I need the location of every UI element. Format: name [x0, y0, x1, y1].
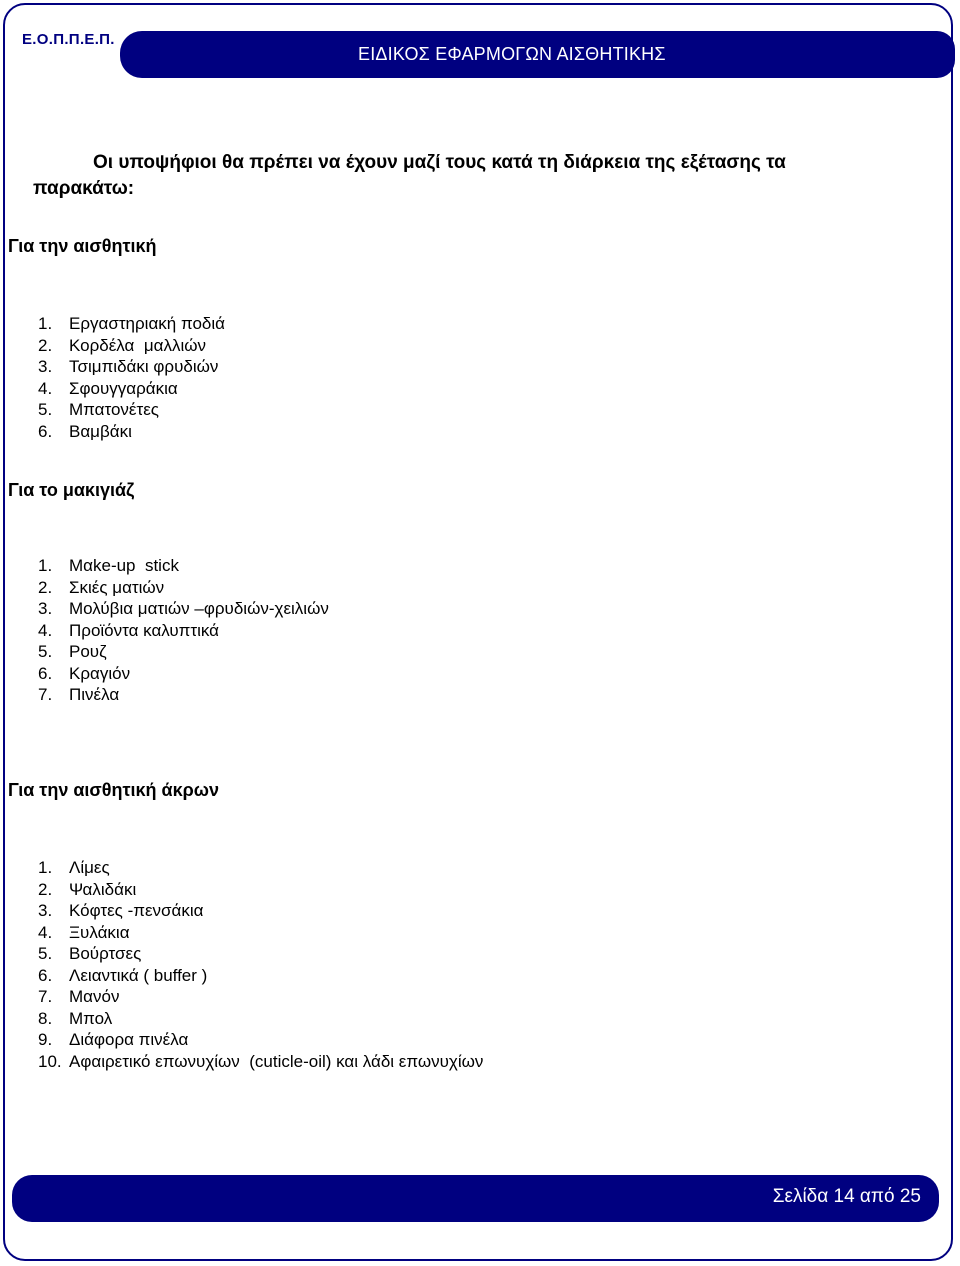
list-item: 4. Προϊόντα καλυπτικά: [38, 620, 220, 640]
header-bar: [120, 31, 955, 78]
page-number: Σελίδα 14 από 25: [772, 1186, 921, 1207]
list-item: 4. Σφουγγαράκια: [38, 378, 178, 398]
section-heading-aesthetics: Για την αισθητική: [8, 236, 157, 256]
list-item: 2. Κορδέλα μαλλιών: [38, 335, 206, 355]
list-nails: [0, 857, 483, 1072]
list-item: 2. Σκιές ματιών: [38, 577, 165, 597]
list-item: 6. Βαμβάκι: [38, 421, 132, 441]
intro-text: Οι υποψήφιοι θα πρέπει να έχουν μαζί τους κατά τη διάρκεια της εξέτασης τα παρακάτω:: [33, 152, 786, 199]
list-item: 7. Μανόν: [38, 987, 120, 1006]
list-item: 3. Μολύβια ματιών –φρυδιών-χειλιών: [38, 599, 329, 618]
list-item: 3. Τσιμπιδάκι φρυδιών: [38, 357, 219, 376]
list-makeup: [0, 555, 329, 706]
section-heading-nails: Για την αισθητική άκρων: [8, 780, 219, 800]
section-heading-makeup: Για το μακιγιάζ: [8, 480, 135, 500]
list-item: 5. Ρουζ: [38, 642, 107, 661]
header-title: ΕΙΔΙΚΟΣ ΕΦΑΡΜΟΓΩΝ ΑΙΣΘΗΤΙΚΗΣ: [358, 44, 666, 64]
list-item: 4. Ξυλάκια: [38, 922, 130, 942]
list-item: 8. Μπολ: [38, 1008, 113, 1028]
list-item: 9. Διάφορα πινέλα: [38, 1030, 189, 1049]
organization-name: Ε.Ο.Π.Π.Ε.Π.: [22, 31, 115, 48]
list-item: 2. Ψαλιδάκι: [38, 879, 137, 899]
list-item: 1. Εργαστηριακή ποδιά: [38, 314, 225, 333]
list-item: 6. Λειαντικά ( buffer ): [38, 965, 208, 985]
list-item: 7. Πινέλα: [38, 685, 120, 704]
list-item: 1. Λίμες: [38, 858, 110, 877]
list-item: 5. Βούρτσες: [38, 944, 142, 963]
list-item: 10. Αφαιρετικό επωνυχίων (cuticle-oil) και λάδι επωνυχίων: [38, 1051, 484, 1071]
footer-bar: [12, 1175, 939, 1222]
list-item: 6. Κραγιόν: [38, 663, 131, 683]
list-item: 3. Κόφτες -πενσάκια: [38, 901, 204, 920]
list-item: 1. Mαke-up stick: [38, 556, 179, 575]
list-item: 5. Μπατονέτες: [38, 400, 159, 419]
list-aesthetics: [0, 313, 225, 442]
